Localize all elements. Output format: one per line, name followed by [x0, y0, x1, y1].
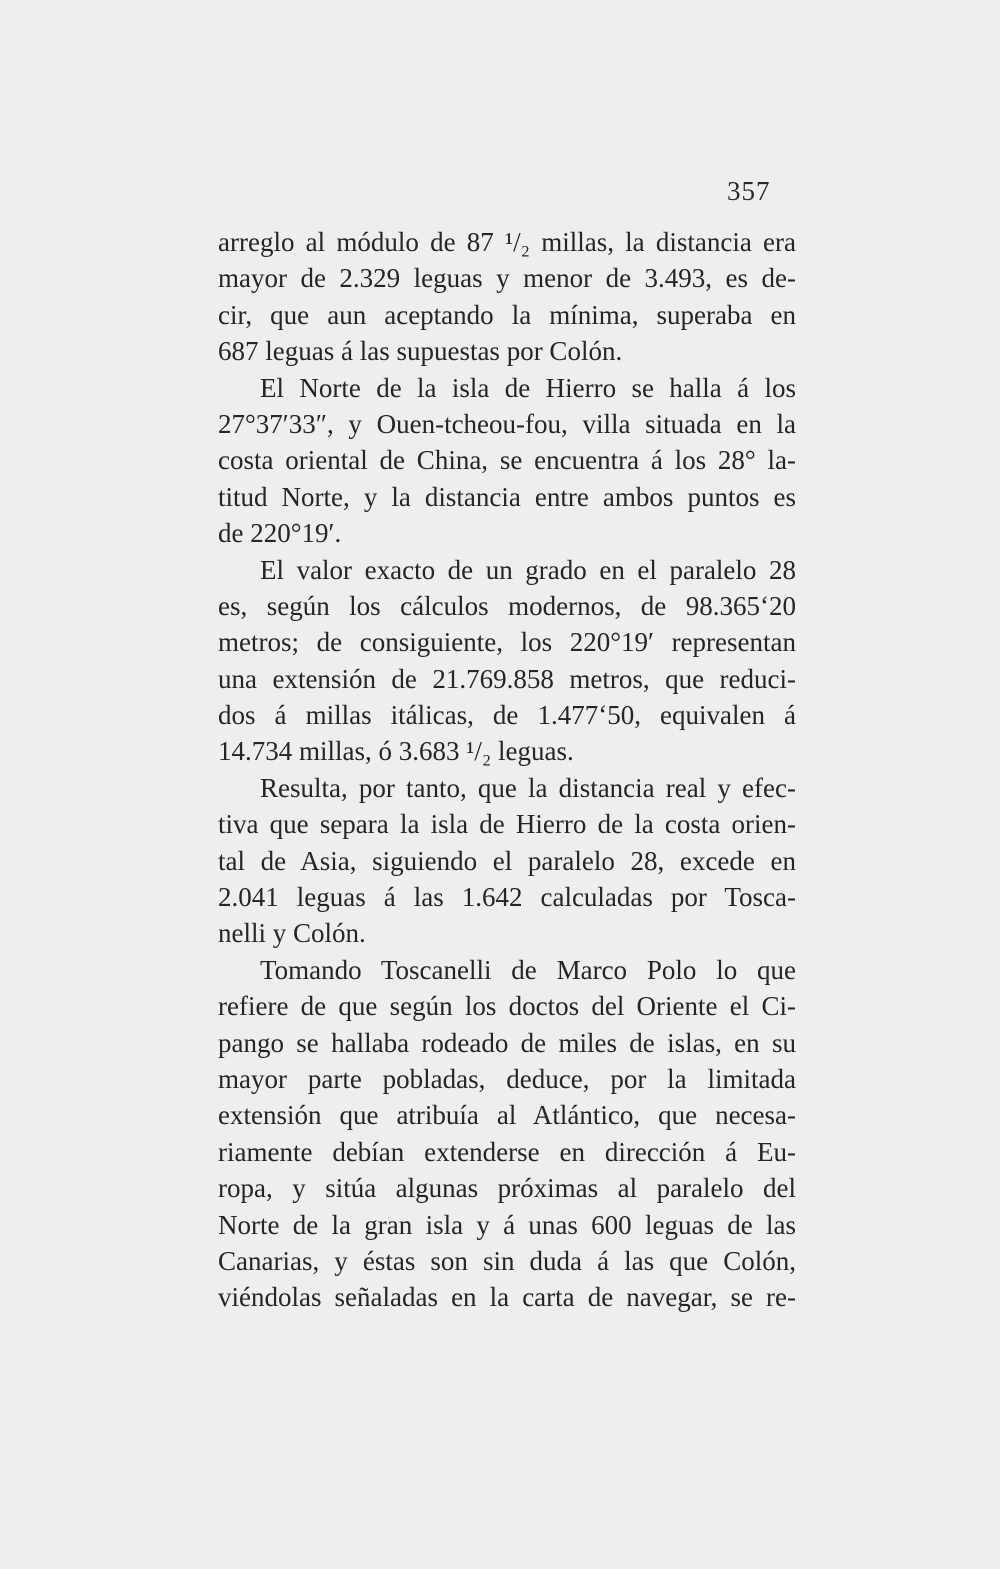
text-line: 2.041 leguas á las 1.642 calculadas por Tosca- — [218, 882, 796, 913]
text-line: tiva que separa la isla de Hierro de la costa orien- — [218, 809, 796, 840]
text-line: cir, que aun aceptando la mínima, superaba en — [218, 299, 796, 330]
text-line: titud Norte, y la distancia entre ambos puntos es — [218, 481, 796, 512]
text-line: Canarias, y éstas son sin duda á las que Colón, — [218, 1245, 796, 1276]
text-line: arreglo al módulo de 87 ¹/₂ millas, la distancia era — [218, 227, 796, 257]
text-line: Tomando Toscanelli de Marco Polo lo que — [260, 954, 796, 985]
text-line: pango se hallaba rodeado de miles de islas, en su — [218, 1027, 796, 1058]
text-line: viéndolas señaladas en la carta de navegar, se re- — [218, 1282, 796, 1313]
text-line: metros; de consiguiente, los 220°19′ representan — [218, 627, 796, 658]
text-line: Norte de la gran isla y á unas 600 leguas de las — [218, 1209, 796, 1240]
text-line: de 220°19′. — [218, 518, 342, 549]
text-line: dos á millas itálicas, de 1.477‘50, equivalen á — [218, 700, 796, 731]
text-line: riamente debían extenderse en dirección á Eu- — [218, 1136, 796, 1167]
text-line: 687 leguas á las supuestas por Colón. — [218, 336, 623, 367]
text-line: extensión que atribuía al Atlántico, que necesa- — [218, 1100, 796, 1131]
text-line: mayor parte pobladas, deduce, por la limitada — [218, 1063, 796, 1094]
text-line: ropa, y sitúa algunas próximas al paralelo del — [218, 1173, 796, 1204]
text-line: El Norte de la isla de Hierro se halla á los — [260, 372, 796, 403]
text-line: Resulta, por tanto, que la distancia real y efec- — [260, 772, 796, 803]
text-line: 14.734 millas, ó 3.683 ¹/₂ leguas. — [218, 736, 574, 767]
text-line: 27°37′33″, y Ouen-tcheou-fou, villa situada en la — [218, 408, 796, 439]
text-line: una extensión de 21.769.858 metros, que reduci- — [218, 663, 796, 694]
text-line: es, según los cálculos modernos, de 98.365‘20 — [218, 590, 796, 621]
page-number: 357 — [727, 176, 771, 206]
text-line: refiere de que según los doctos del Oriente el Ci- — [218, 991, 796, 1022]
text-line: El valor exacto de un grado en el paralelo 28 — [260, 554, 796, 585]
text-line: mayor de 2.329 leguas y menor de 3.493, es de- — [218, 263, 796, 294]
text-line: nelli y Colón. — [218, 918, 366, 949]
text-line: costa oriental de China, se encuentra á los 28° la- — [218, 445, 796, 476]
body-text — [218, 224, 796, 1316]
text-line: tal de Asia, siguiendo el paralelo 28, excede en — [218, 845, 796, 876]
